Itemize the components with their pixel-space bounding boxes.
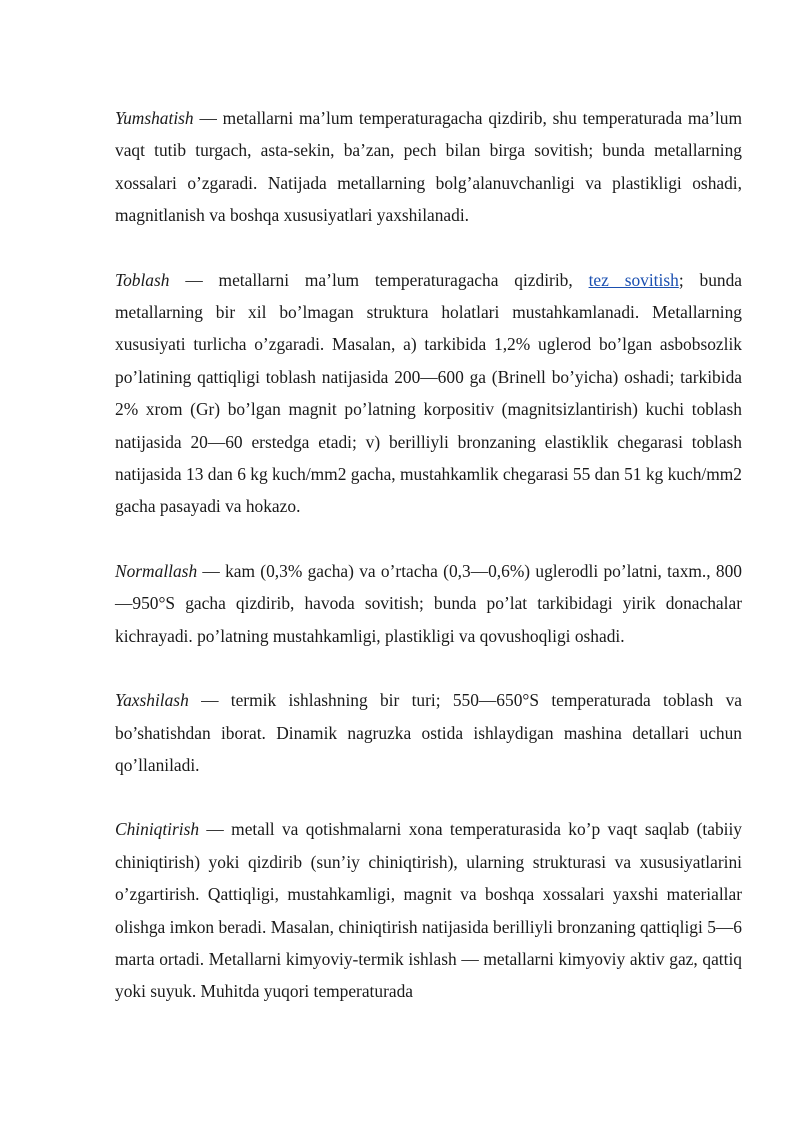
definition-normallash: — kam (0,3% gacha) va o’rtacha (0,3—0,6%) uglerodli po’latni, taxm., 800—950°S gacha qizdirib, havoda sovitish; bunda po’lat tarkibidagi yirik donachalar kichrayadi. po’latning mustahkamligi, plastikligi va qovushoqligi oshadi.	[115, 560, 742, 646]
definition-chiniqtirish: — metall va qotishmalarni xona temperaturasida ko’p vaqt saqlab (tabiiy chiniqtirish) yoki qizdirib (sun’iy chiniqtirish), ularning strukturasi va xususiyatlarini o’zgartirish. Qattiqligi, mustahkamligi, magnit va boshqa xossalari yaxshi materiallar olishga imkon beradi. Masalan, chiniqtirish natijasida berilliyli bronzaning qattiqligi 5—6 marta ortadi. Metallarni kimyoviy-termik ishlash — metallarni kimyoviy aktiv gaz, qattiq yoki suyuk. Muhitda yuqori temperaturada	[115, 819, 742, 1002]
term-normallash: Normallash	[115, 560, 198, 581]
paragraph-toblash	[115, 264, 742, 523]
definition-yumshatish: — metallarni ma’lum temperaturagacha qizdirib, shu temperaturada ma’lum vaqt tutib turgach, asta-sekin, ba’zan, pech bilan birga sovitish; bunda metallarning xossalari o’zgaradi. Natijada metallarning bolg’alanuvchanligi va plastikligi oshadi, magnitlanish va boshqa xususiyatlari yaxshilanadi.	[115, 108, 742, 226]
term-yumshatish: Yumshatish	[115, 108, 194, 128]
paragraph-chiniqtirish	[115, 813, 742, 1007]
paragraph-yumshatish	[115, 102, 742, 232]
term-chiniqtirish: Chiniqtirish	[115, 819, 200, 840]
definition-toblash-start: — metallarni ma’lum temperaturagacha qizdirib,	[169, 269, 589, 290]
term-yaxshilash: Yaxshilash	[115, 690, 189, 711]
definition-toblash-end: ; bunda metallarning bir xil bo’lmagan struktura holatlari mustahkamlanadi. Metallarning xususiyati turlicha o’zgaradi. Masalan, a) tarkibida 1,2% uglerod bo’lgan asbobsozlik po’latining qattiqligi toblash natijasida 200—600 ga (Brinell bo’yicha) oshadi; tarkibida 2% xrom (Gr) bo’lgan magnit po’latning korpositiv (magnitsizlantirish) kuchi toblash natijasida 20—60 erstedga etadi; v) berilliyli bronzaning elastiklik chegarasi toblash natijasida 13 dan 6 kg kuch/mm2 gacha, mustahkamlik chegarasi 55 dan 51 kg kuch/mm2 gacha pasayadi va hokazo.	[115, 269, 743, 517]
term-toblash: Toblash	[115, 269, 170, 290]
tez-sovitish-link[interactable]: tez sovitish	[588, 269, 679, 290]
paragraph-normallash	[115, 555, 742, 652]
document-page	[115, 102, 742, 1040]
paragraph-yaxshilash	[115, 684, 742, 781]
definition-yaxshilash: — termik ishlashning bir turi; 550—650°S temperaturada toblash va bo’shatishdan iborat. Dinamik nagruzka ostida ishlaydigan mashina detallari uchun qo’llaniladi.	[115, 690, 742, 775]
